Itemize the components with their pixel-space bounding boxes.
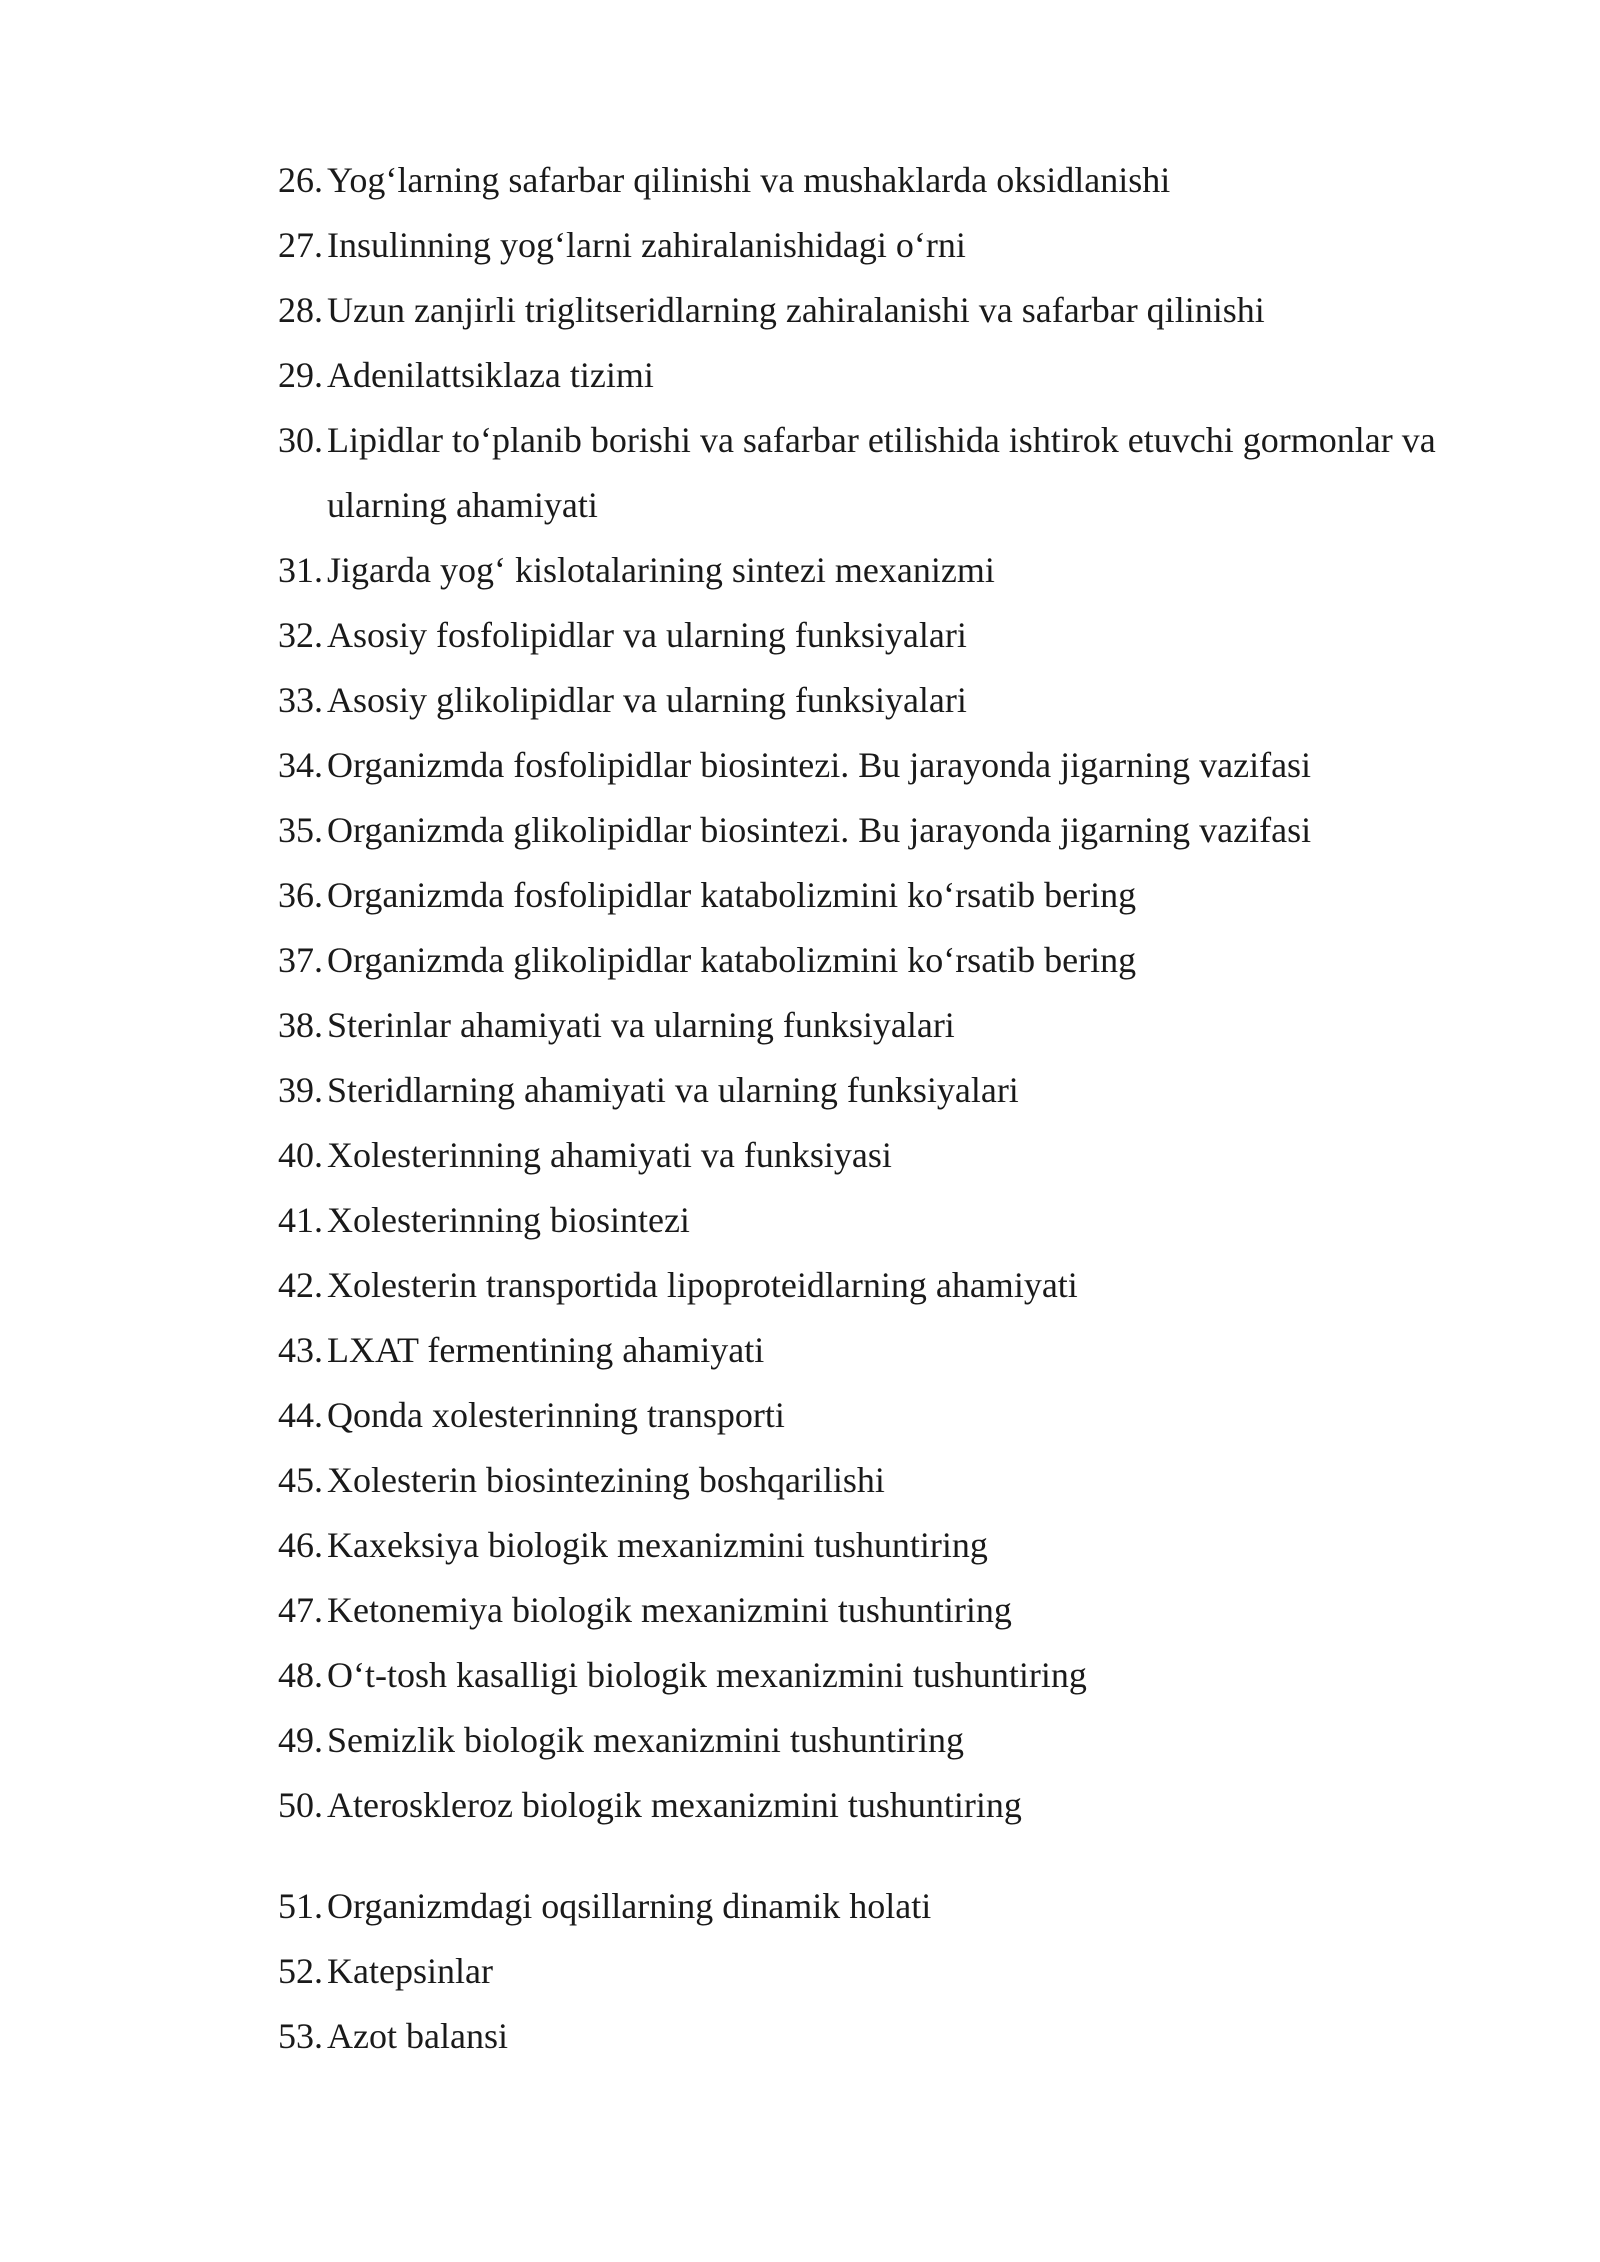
item-text: Xolesterinning ahamiyati va funksiyasi — [327, 1135, 892, 1175]
list-item — [278, 408, 1528, 538]
item-number: 34. — [278, 745, 323, 785]
item-text: O‘t-tosh kasalligi biologik mexanizmini tushuntiring — [327, 1655, 1087, 1695]
list-item — [278, 1058, 1528, 1123]
list-item — [278, 1123, 1528, 1188]
item-text: Sterinlar ahamiyati va ularning funksiyalari — [327, 1005, 955, 1045]
item-number: 39. — [278, 1070, 323, 1110]
list-item — [278, 993, 1528, 1058]
item-number: 35. — [278, 810, 323, 850]
list-item — [278, 343, 1528, 408]
item-text: Asosiy fosfolipidlar va ularning funksiyalari — [327, 615, 967, 655]
list-item — [278, 1773, 1528, 1838]
item-number: 42. — [278, 1265, 323, 1305]
list-item — [278, 1318, 1528, 1383]
list-item — [278, 213, 1528, 278]
list-item — [278, 1939, 1528, 2004]
item-text: Xolesterin transportida lipoproteidlarning ahamiyati — [327, 1265, 1078, 1305]
item-text: Insulinning yog‘larni zahiralanishidagi o‘rni — [327, 225, 966, 265]
item-number: 33. — [278, 680, 323, 720]
item-text: Uzun zanjirli triglitseridlarning zahiralanishi va safarbar qilinishi — [327, 290, 1265, 330]
list-item — [278, 1708, 1528, 1773]
item-text: Organizmda fosfolipidlar katabolizmini ko‘rsatib bering — [327, 875, 1137, 915]
item-number: 40. — [278, 1135, 323, 1175]
list-item — [278, 928, 1528, 993]
item-number: 41. — [278, 1200, 323, 1240]
list-item — [278, 148, 1528, 213]
item-number: 47. — [278, 1590, 323, 1630]
list-item — [278, 798, 1528, 863]
list-item — [278, 1448, 1528, 1513]
item-number: 30. — [278, 420, 323, 460]
item-number: 50. — [278, 1785, 323, 1825]
item-text: Xolesterin biosintezining boshqarilishi — [327, 1460, 885, 1500]
item-text: Ateroskleroz biologik mexanizmini tushuntiring — [327, 1785, 1022, 1825]
item-text: Qonda xolesterinning transporti — [327, 1395, 785, 1435]
item-text: Adenilattsiklaza tizimi — [327, 355, 654, 395]
item-number: 37. — [278, 940, 323, 980]
item-text: Ketonemiya biologik mexanizmini tushuntiring — [327, 1590, 1012, 1630]
item-number: 38. — [278, 1005, 323, 1045]
item-text: Organizmda fosfolipidlar biosintezi. Bu jarayonda jigarning vazifasi — [327, 745, 1312, 785]
item-text: Organizmdagi oqsillarning dinamik holati — [327, 1886, 932, 1926]
list-item — [278, 1513, 1528, 1578]
item-number: 27. — [278, 225, 323, 265]
item-number: 28. — [278, 290, 323, 330]
item-number: 32. — [278, 615, 323, 655]
item-text: Azot balansi — [327, 2016, 508, 2056]
list-item — [278, 538, 1528, 603]
item-number: 43. — [278, 1330, 323, 1370]
item-text: Katepsinlar — [327, 1951, 493, 1991]
item-text: Semizlik biologik mexanizmini tushuntiring — [327, 1720, 964, 1760]
item-text: Kaxeksiya biologik mexanizmini tushuntiring — [327, 1525, 988, 1565]
item-number: 36. — [278, 875, 323, 915]
item-text: Jigarda yog‘ kislotalarining sintezi mexanizmi — [327, 550, 995, 590]
item-number: 29. — [278, 355, 323, 395]
list-item — [278, 2004, 1528, 2069]
item-number: 31. — [278, 550, 323, 590]
item-number: 52. — [278, 1951, 323, 1991]
item-number: 46. — [278, 1525, 323, 1565]
list-item — [278, 1874, 1528, 1939]
item-number: 49. — [278, 1720, 323, 1760]
item-number: 45. — [278, 1460, 323, 1500]
item-text: Organizmda glikolipidlar katabolizmini ko‘rsatib bering — [327, 940, 1137, 980]
list-item — [278, 1643, 1528, 1708]
item-number: 26. — [278, 160, 323, 200]
item-text: Yog‘larning safarbar qilinishi va mushaklarda oksidlanishi — [327, 160, 1171, 200]
list-item — [278, 1383, 1528, 1448]
item-number: 44. — [278, 1395, 323, 1435]
list-item — [278, 1188, 1528, 1253]
item-number: 53. — [278, 2016, 323, 2056]
item-number: 48. — [278, 1655, 323, 1695]
question-list — [278, 148, 1528, 2069]
item-text: Lipidlar to‘planib borishi va safarbar etilishida ishtirok etuvchi gormonlar va ularning ahamiyati — [327, 420, 1436, 525]
list-item — [278, 603, 1528, 668]
list-item — [278, 278, 1528, 343]
item-text: Asosiy glikolipidlar va ularning funksiyalari — [327, 680, 967, 720]
list-item — [278, 1253, 1528, 1318]
item-text: Steridlarning ahamiyati va ularning funksiyalari — [327, 1070, 1019, 1110]
list-item — [278, 863, 1528, 928]
item-text: Xolesterinning biosintezi — [327, 1200, 690, 1240]
list-item — [278, 733, 1528, 798]
item-number: 51. — [278, 1886, 323, 1926]
item-text: Organizmda glikolipidlar biosintezi. Bu jarayonda jigarning vazifasi — [327, 810, 1312, 850]
item-text: LXAT fermentining ahamiyati — [327, 1330, 765, 1370]
list-item — [278, 668, 1528, 733]
list-item — [278, 1578, 1528, 1643]
